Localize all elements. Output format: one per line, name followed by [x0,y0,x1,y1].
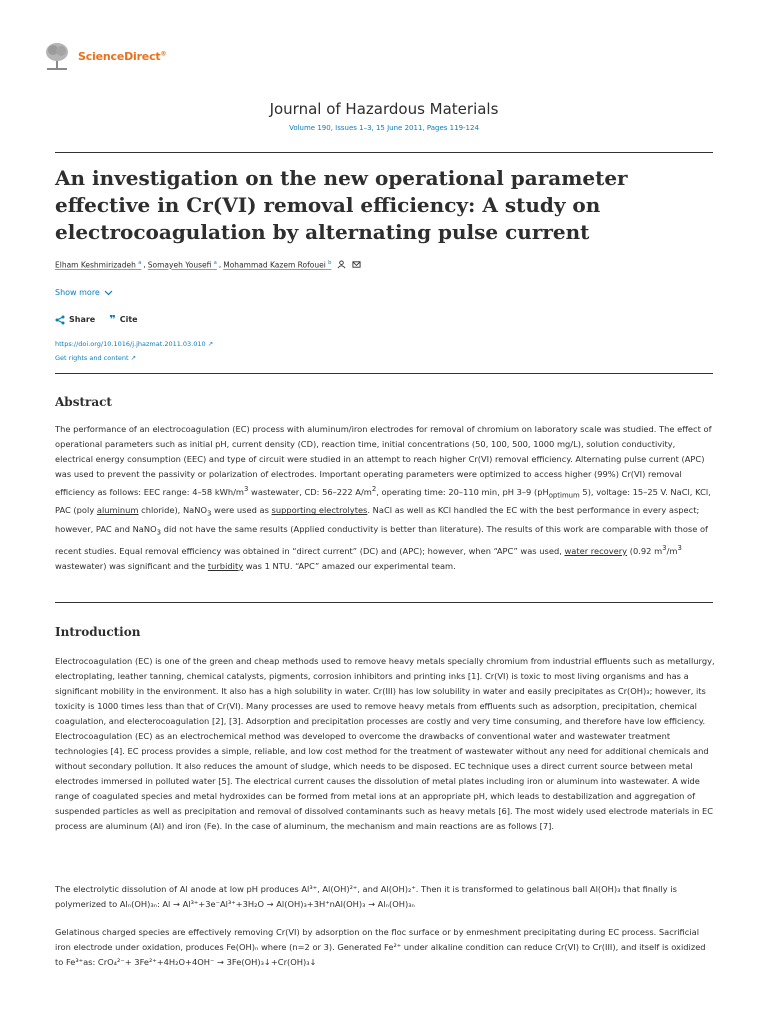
sciencedirect-header[interactable] [44,38,166,74]
cite-button[interactable] [109,313,137,326]
rights-link[interactable]: Get rights and content ↗ [55,354,137,362]
link-turbidity[interactable]: turbidity [207,560,244,571]
link-aluminum[interactable]: aluminum [96,505,139,516]
link-water-recovery[interactable]: water recovery [564,545,628,556]
elsevier-tree-logo [44,41,70,71]
brand-name: ScienceDirect® [78,49,167,63]
article-title: An investigation on the new operational parameter effective in Cr(VI) removal efficiency: A study on electrocoagulation by alternating pulse current [55,166,628,244]
article-actions [55,313,138,326]
chevron-down-icon [104,290,113,296]
link-supporting-electrolytes[interactable]: supporting electrolytes [271,505,368,516]
intro-paragraph-2: The electrolytic dissolution of Al anode at low pH produces Al³⁺, Al(OH)²⁺, and Al(OH)₂⁺. Then it is transformed to gelatinous ball Al(OH)₃ that finally is polymerized to Alₙ(OH)₃ₙ: Al → Al³⁺+3e⁻Al³⁺+3H₂O → Al(OH)₃+3H⁺nAl(OH)₃ → Alₙ(OH)₃ₙ [55,884,677,909]
author-link[interactable]: Mohammad Kazem Rofouei $^b$ [223,260,332,270]
abstract-paragraph: The performance of an electrocoagulation (EC) process with aluminum/iron electrodes for removal of chromium on laboratory scale was studied. The effect of operational parameters such as initial pH, current density (CD), reaction time, initial concentrations (50, 100, 500, 1000 mg/L), solution conductivity, electrical energy consumption (EEC) and type of circuit were studied in an attempt to reach higher Cr(VI) removal efficiency. Alternating pulse current (APC) was used to prevent the passivity or polarization of electrodes. Important operating parameters were optimized to access higher (99%) Cr(VI) removal efficiency as follows: EEC range: 4–58 kWh/$m^3$ wastewater, CD: 56–222 $A/m^2$, operating time: 20–110 min, pH 3–9 ($pH_{optimum}$ 5), voltage: 15–25 V. NaCl, KCl, PAC (poly aluminum chloride), NaNO$_3$ were used as supporting electrolytes. NaCl as well as KCl handled the EC with the best performance in every aspect; however, PAC and NaNO$_3$ did not have the same results (Applied conductivity is better than literature). The results of this work are comparable with those of recent studies. Equal removal efficiency was obtained in “direct current” (DC) and (APC); however, when “APC” was used, water recovery (0.92 $m^3/m^3$ wastewater) was significant and the turbidity was 1 NTU. “APC” amazed our experimental team. [55,424,712,571]
journal-volume-link[interactable]: Volume 190, Issues 1–3, 15 June 2011, Pages 119-124 [289,124,479,132]
person-icon[interactable] [337,260,346,269]
doi-link[interactable]: https://doi.org/10.1016/j.jhazmat.2011.03.010 ↗ [55,340,214,348]
author-link[interactable]: Elham Keshmirizadeh $^a$ [55,260,142,270]
quote-icon: ❞ [109,313,116,326]
cite-label: Cite [119,315,138,324]
intro-paragraph-3: Gelatinous charged species are effectively removing Cr(VI) by adsorption on the floc surface or by enmeshment precipitating during EC process. Sacrificial iron electrode under oxidation, produces Fe(OH)ₙ where (n=2 or 3). Generated Fe²⁺ under alkaline condition can reduce Cr(VI) to Cr(III), and itself is oxidized to Fe³⁺as: CrO₄²⁻+ 3Fe²⁺+4H₂O+4OH⁻ → 3Fe(OH)₃↓+Cr(OH)₃↓ [55,927,706,967]
share-button[interactable] [55,313,95,326]
share-icon [55,315,65,325]
divider [55,602,713,603]
show-more-button[interactable] [55,288,113,297]
introduction-heading: Introduction [55,625,141,639]
share-label: Share [69,315,96,324]
author-link[interactable]: Somayeh Yousefi $^a$ [147,260,217,270]
email-icon[interactable] [352,260,361,269]
divider [55,373,713,374]
divider [55,152,713,153]
external-link-icon: ↗ [207,340,214,348]
author-list: Elham Keshmirizadeh $^a$ , Somayeh Yousefi $^a$ , Mohammad Kazem Rofouei $^b$ [55,260,361,270]
external-link-icon: ↗ [130,354,137,362]
journal-block [0,100,768,132]
journal-title[interactable]: Journal of Hazardous Materials [269,100,499,118]
abstract-heading: Abstract [55,395,112,409]
show-more-label: Show more [55,288,100,297]
intro-paragraph-1: Electrocoagulation (EC) is one of the green and cheap methods used to remove heavy metals specially chromium from industrial effluents such as metallurgy, electroplating, leather tanning, chemical catalysts, pigments, corrosion inhibitors and printing inks [1]. Cr(VI) is toxic to most living organisms and has a significant mobility in the environment. It also has a high solubility in water. Cr(III) has low solubility in water and easily precipitates as Cr(OH)₃; however, its toxicity is 1000 times less than that of Cr(VI). Many processes are used to remove heavy metals from effluents such as adsorption, precipitation, chemical coagulation, and electerocoagulation [2], [3]. Adsorption and precipitation processes are costly and very time consuming, and therefore have low efficiency. Electrocoagulation (EC) as an electrochemical method was developed to overcome the drawbacks of conventional water and wastewater treatment technologies [4]. EC process provides a simple, reliable, and low cost method for the treatment of wastewater without any need for additional chemicals and without secondary pollution. It also reduces the amount of sludge, which needs to be disposed. EC technique uses a direct current source between metal electrodes immersed in polluted water [5]. The electrical current causes the dissolution of metal plates including iron or aluminum into wastewater. A wide range of coagulated species and metal hydroxides can be formed from metal ions at an appropriate pH, which leads to destabilization and aggregation of suspended particles as well as precipitation and removal of dissolved contaminants such as heavy metals [6]. The most widely used electrode materials in EC process are aluminum (Al) and iron (Fe). In the case of aluminum, the mechanism and main reactions are as follows [7]. [55,656,715,831]
